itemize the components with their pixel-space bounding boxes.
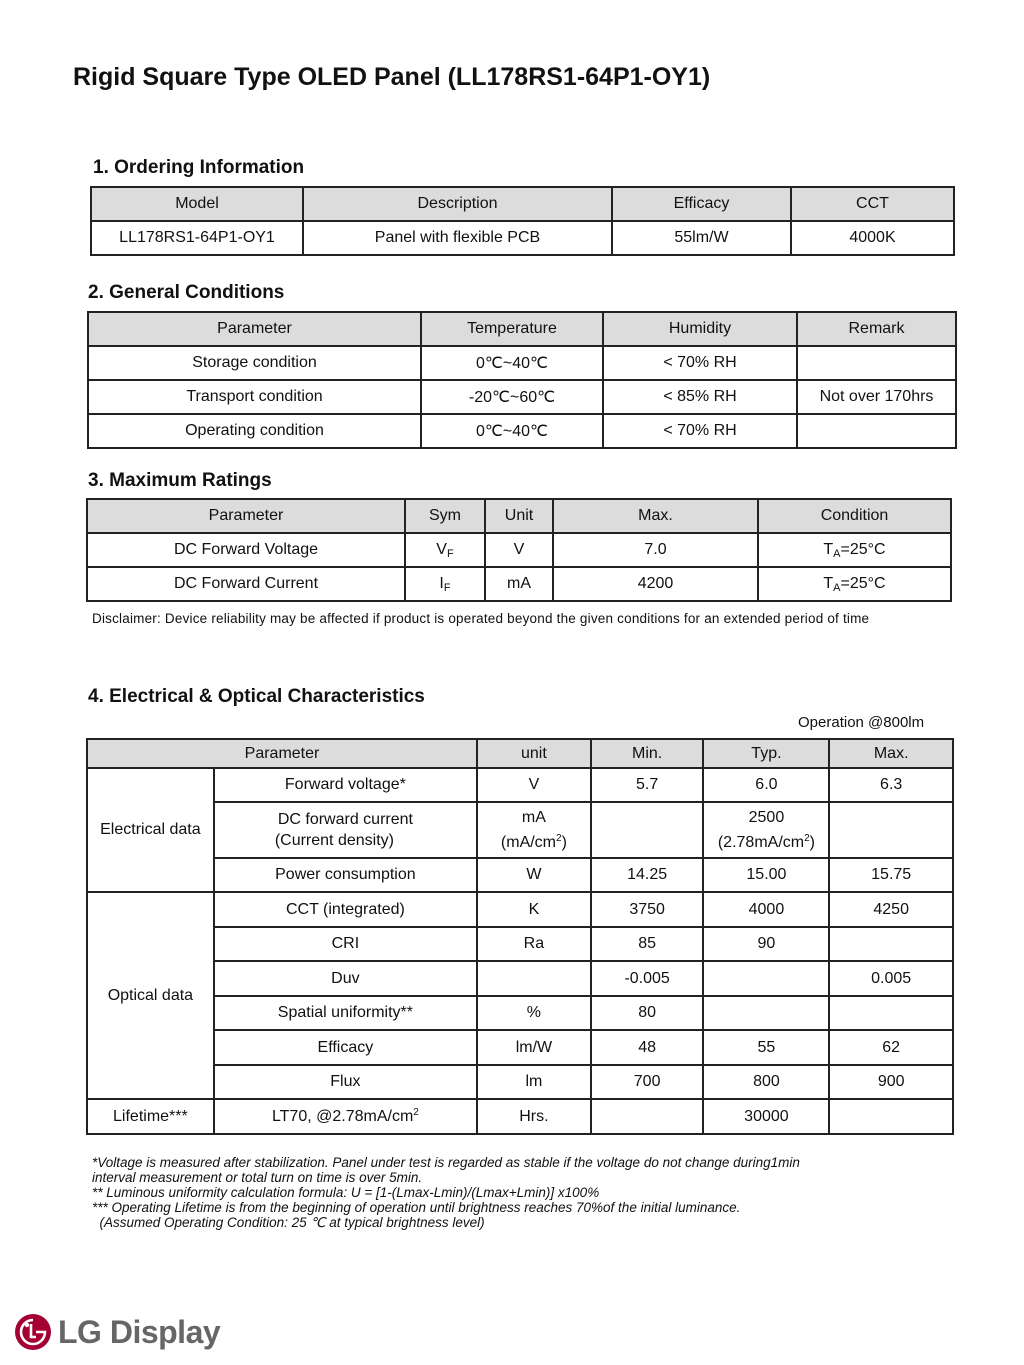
cell-unit: lm/W xyxy=(477,1030,591,1065)
cell-parameter: Flux xyxy=(214,1065,477,1099)
cell-max: 7.0 xyxy=(553,533,758,567)
cell-sym: $I_F$ xyxy=(405,567,485,601)
table-row xyxy=(87,858,953,892)
table-row xyxy=(87,961,953,996)
table-row xyxy=(87,802,953,858)
cell-parameter: CRI xyxy=(214,927,477,961)
logo-text: LG Display xyxy=(58,1313,221,1350)
cell-min: 80 xyxy=(591,996,704,1030)
general-table xyxy=(87,311,957,449)
table-row xyxy=(88,380,956,414)
table-row xyxy=(87,567,951,601)
cell-unit: V xyxy=(477,768,591,802)
lg-logo-icon xyxy=(14,1313,52,1351)
cell-description: Panel with flexible PCB xyxy=(303,221,612,255)
cell-max: 0.005 xyxy=(829,961,953,996)
table-row xyxy=(87,533,951,567)
cell-typ: 30000 xyxy=(703,1099,829,1134)
cell-typ: 2500 $(2.78mA/cm^2)$ xyxy=(703,802,829,858)
header-max: Max. xyxy=(829,739,953,768)
footnote-line: interval measurement or total turn on time is over 5min. xyxy=(92,1170,423,1185)
cell-lifetime-label: Lifetime*** xyxy=(87,1099,214,1134)
cell-max xyxy=(829,1099,953,1134)
cell-cct: 4000K xyxy=(791,221,954,255)
cell-min: 85 xyxy=(591,927,704,961)
cell-min: 700 xyxy=(591,1065,704,1099)
cell-min: -0.005 xyxy=(591,961,704,996)
ordering-table xyxy=(90,186,955,256)
page-title: Rigid Square Type OLED Panel (LL178RS1-64P1-OY1) xyxy=(73,63,711,91)
header-description: Description xyxy=(303,187,612,221)
cell-parameter: DC Forward Current xyxy=(87,567,405,601)
cell-max: 15.75 xyxy=(829,858,953,892)
cell-parameter: Efficacy xyxy=(214,1030,477,1065)
ordering-heading: 1. Ordering Information xyxy=(93,157,305,178)
cell-min: 3750 xyxy=(591,892,704,927)
header-parameter: Parameter xyxy=(87,739,477,768)
cell-unit: mA $(mA/cm^2)$ xyxy=(477,802,591,858)
cell-humidity: < 70% RH xyxy=(603,414,797,448)
header-unit: Unit xyxy=(485,499,553,533)
group-electrical: Electrical data xyxy=(87,768,214,892)
header-cct: CCT xyxy=(791,187,954,221)
cell-unit: K xyxy=(477,892,591,927)
cell-unit xyxy=(477,961,591,996)
header-model: Model xyxy=(91,187,303,221)
cell-typ: 90 xyxy=(703,927,829,961)
cell-remark: Not over 170hrs xyxy=(797,380,956,414)
cell-parameter: Forward voltage* xyxy=(214,768,477,802)
cell-condition: $T_A=25^\circ C$ xyxy=(758,567,951,601)
cell-parameter: Storage condition xyxy=(88,346,421,380)
cell-efficacy: 55lm/W xyxy=(612,221,791,255)
cell-unit: lm xyxy=(477,1065,591,1099)
cell-max: 900 xyxy=(829,1065,953,1099)
header-parameter: Parameter xyxy=(88,312,421,346)
group-optical: Optical data xyxy=(87,892,214,1099)
footnote-line: ** Luminous uniformity calculation formula: U = [1-(Lmax-Lmin)/(Lmax+Lmin)] x100% xyxy=(92,1185,600,1200)
cell-typ xyxy=(703,961,829,996)
cell-max: 62 xyxy=(829,1030,953,1065)
electrical-table xyxy=(86,738,954,1135)
header-unit: unit xyxy=(477,739,591,768)
operation-note: Operation @800lm xyxy=(798,714,925,731)
table-row xyxy=(87,996,953,1030)
header-parameter: Parameter xyxy=(87,499,405,533)
general-heading: 2. General Conditions xyxy=(88,282,285,303)
cell-max xyxy=(829,996,953,1030)
header-condition: Condition xyxy=(758,499,951,533)
header-remark: Remark xyxy=(797,312,956,346)
cell-typ: 800 xyxy=(703,1065,829,1099)
table-row xyxy=(87,1065,953,1099)
disclaimer: Disclaimer: Device reliability may be affected if product is operated beyond the given conditions for an extended period of time xyxy=(92,611,870,626)
cell-typ: 6.0 xyxy=(703,768,829,802)
electrical-heading: 4. Electrical & Optical Characteristics xyxy=(88,686,425,707)
table-row xyxy=(87,768,953,802)
cell-max xyxy=(829,802,953,858)
footnote-line: (Assumed Operating Condition: 25 ℃ at typical brightness level) xyxy=(92,1215,485,1230)
cell-sym: $V_F$ xyxy=(405,533,485,567)
maximum-heading: 3. Maximum Ratings xyxy=(88,470,272,491)
cell-typ: 15.00 xyxy=(703,858,829,892)
cell-typ: 4000 xyxy=(703,892,829,927)
cell-unit: V xyxy=(485,533,553,567)
cell-unit: Ra xyxy=(477,927,591,961)
header-min: Min. xyxy=(591,739,704,768)
header-humidity: Humidity xyxy=(603,312,797,346)
cell-unit: % xyxy=(477,996,591,1030)
cell-unit: Hrs. xyxy=(477,1099,591,1134)
table-row xyxy=(88,414,956,448)
cell-max xyxy=(829,927,953,961)
maximum-table xyxy=(86,498,952,602)
lg-display-logo xyxy=(14,1313,220,1351)
footnote-line: *Voltage is measured after stabilization. Panel under test is regarded as stable if the voltage do not change during1min xyxy=(92,1155,800,1170)
cell-remark xyxy=(797,346,956,380)
cell-max: 6.3 xyxy=(829,768,953,802)
cell-typ xyxy=(703,996,829,1030)
header-sym: Sym xyxy=(405,499,485,533)
cell-parameter: Spatial uniformity** xyxy=(214,996,477,1030)
cell-temperature: 0℃~40℃ xyxy=(421,346,603,380)
cell-parameter: LT70, $@2.78mA/cm^2$ xyxy=(214,1099,477,1134)
cell-temperature: -20℃~60℃ xyxy=(421,380,603,414)
cell-typ: 55 xyxy=(703,1030,829,1065)
cell-parameter: CCT (integrated) xyxy=(214,892,477,927)
cell-min: 14.25 xyxy=(591,858,704,892)
header-temperature: Temperature xyxy=(421,312,603,346)
cell-max: 4200 xyxy=(553,567,758,601)
cell-parameter: DC forward current (Current density) xyxy=(214,802,477,858)
cell-temperature: 0℃~40℃ xyxy=(421,414,603,448)
cell-condition: $T_A=25^\circ C$ xyxy=(758,533,951,567)
cell-min xyxy=(591,802,704,858)
cell-parameter: Operating condition xyxy=(88,414,421,448)
cell-parameter: Duv xyxy=(214,961,477,996)
table-row xyxy=(87,892,953,927)
cell-min: 48 xyxy=(591,1030,704,1065)
footnote-line: *** Operating Lifetime is from the beginning of operation until brightness reaches 70%of the initial luminance. xyxy=(92,1200,741,1215)
header-efficacy: Efficacy xyxy=(612,187,791,221)
table-row xyxy=(87,927,953,961)
cell-remark xyxy=(797,414,956,448)
header-typ: Typ. xyxy=(703,739,829,768)
table-row xyxy=(87,1099,953,1134)
table-row xyxy=(88,346,956,380)
cell-unit: mA xyxy=(485,567,553,601)
cell-max: 4250 xyxy=(829,892,953,927)
header-max: Max. xyxy=(553,499,758,533)
cell-humidity: < 70% RH xyxy=(603,346,797,380)
cell-model: LL178RS1-64P1-OY1 xyxy=(91,221,303,255)
cell-min xyxy=(591,1099,704,1134)
cell-parameter: Power consumption xyxy=(214,858,477,892)
cell-unit: W xyxy=(477,858,591,892)
cell-humidity: < 85% RH xyxy=(603,380,797,414)
cell-min: 5.7 xyxy=(591,768,704,802)
table-row xyxy=(87,1030,953,1065)
cell-parameter: DC Forward Voltage xyxy=(87,533,405,567)
footnotes xyxy=(92,1155,800,1230)
cell-parameter: Transport condition xyxy=(88,380,421,414)
